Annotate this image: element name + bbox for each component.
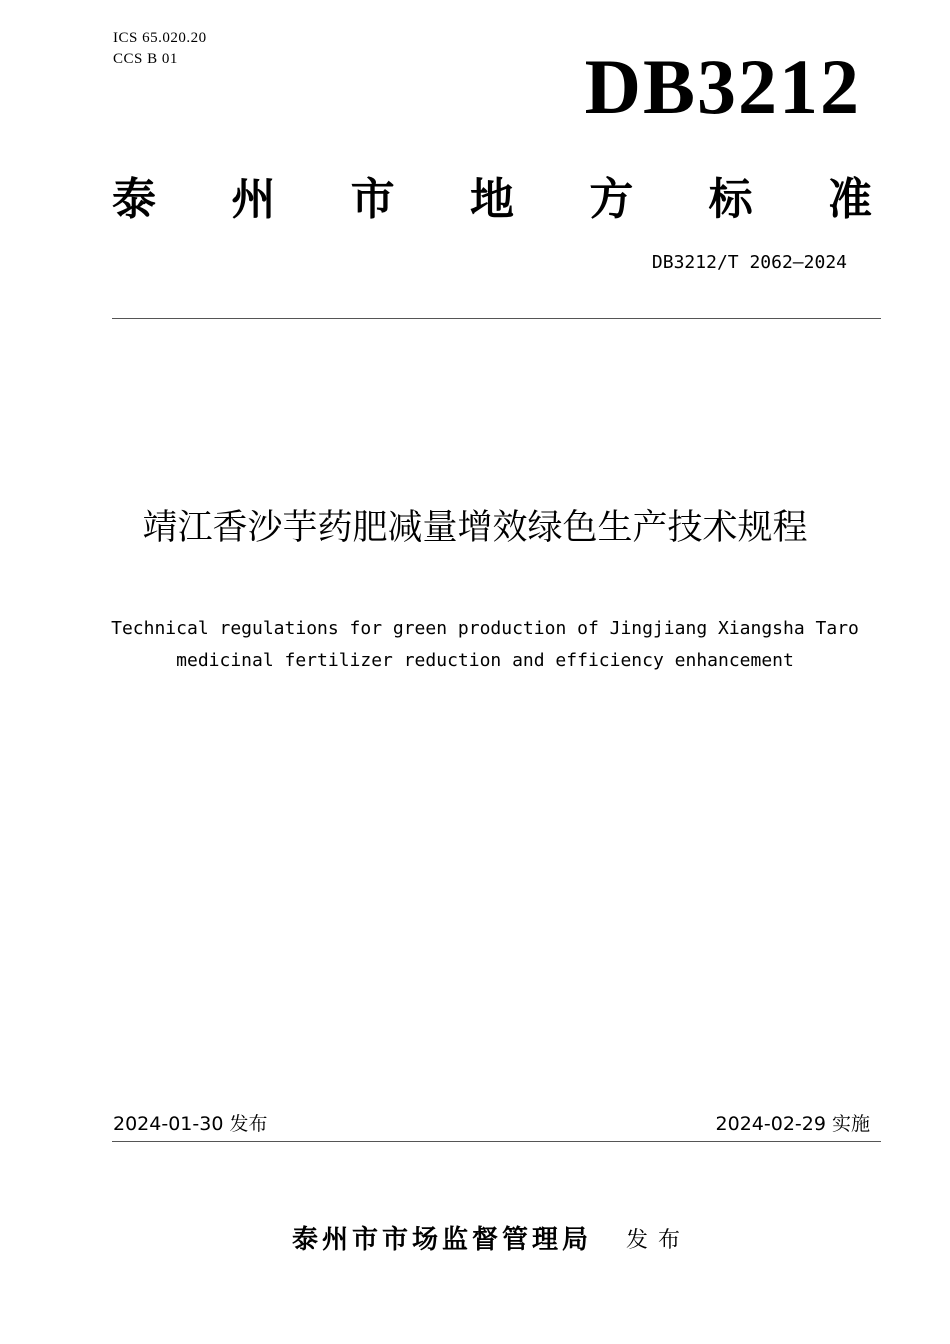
title-en-line: Technical regulations for green production of Jingjiang Xiangsha Taro	[111, 618, 859, 639]
title-char: 地	[469, 174, 514, 225]
document-title-en	[0, 613, 950, 677]
db-code: DB3212	[584, 43, 861, 130]
ics-code: ICS 65.020.20	[113, 30, 207, 46]
document-title-cn: 靖江香沙芋药肥减量增效绿色生产技术规程	[142, 508, 808, 548]
standard-number: DB3212/T 2062—2024	[651, 252, 847, 273]
title-char: 州	[231, 174, 276, 225]
classification-codes	[113, 28, 207, 70]
ccs-code: CCS B 01	[113, 51, 178, 67]
issuing-authority: 泰州市市场监督管理局	[292, 1225, 593, 1255]
title-char: 市	[350, 174, 395, 225]
title-char: 准	[827, 174, 872, 225]
title-en-line: medicinal fertilizer reduction and efficiency enhancement	[176, 650, 794, 671]
top-divider	[112, 318, 881, 319]
standard-type-title	[112, 170, 872, 230]
bottom-divider	[112, 1141, 881, 1142]
title-char: 标	[708, 174, 753, 225]
title-char: 泰	[112, 174, 156, 225]
publish-date: 2024-01-30 发布	[113, 1113, 268, 1135]
title-char: 方	[589, 174, 634, 225]
issue-label: 发布	[626, 1228, 691, 1253]
implement-date: 2024-02-29 实施	[715, 1113, 870, 1135]
